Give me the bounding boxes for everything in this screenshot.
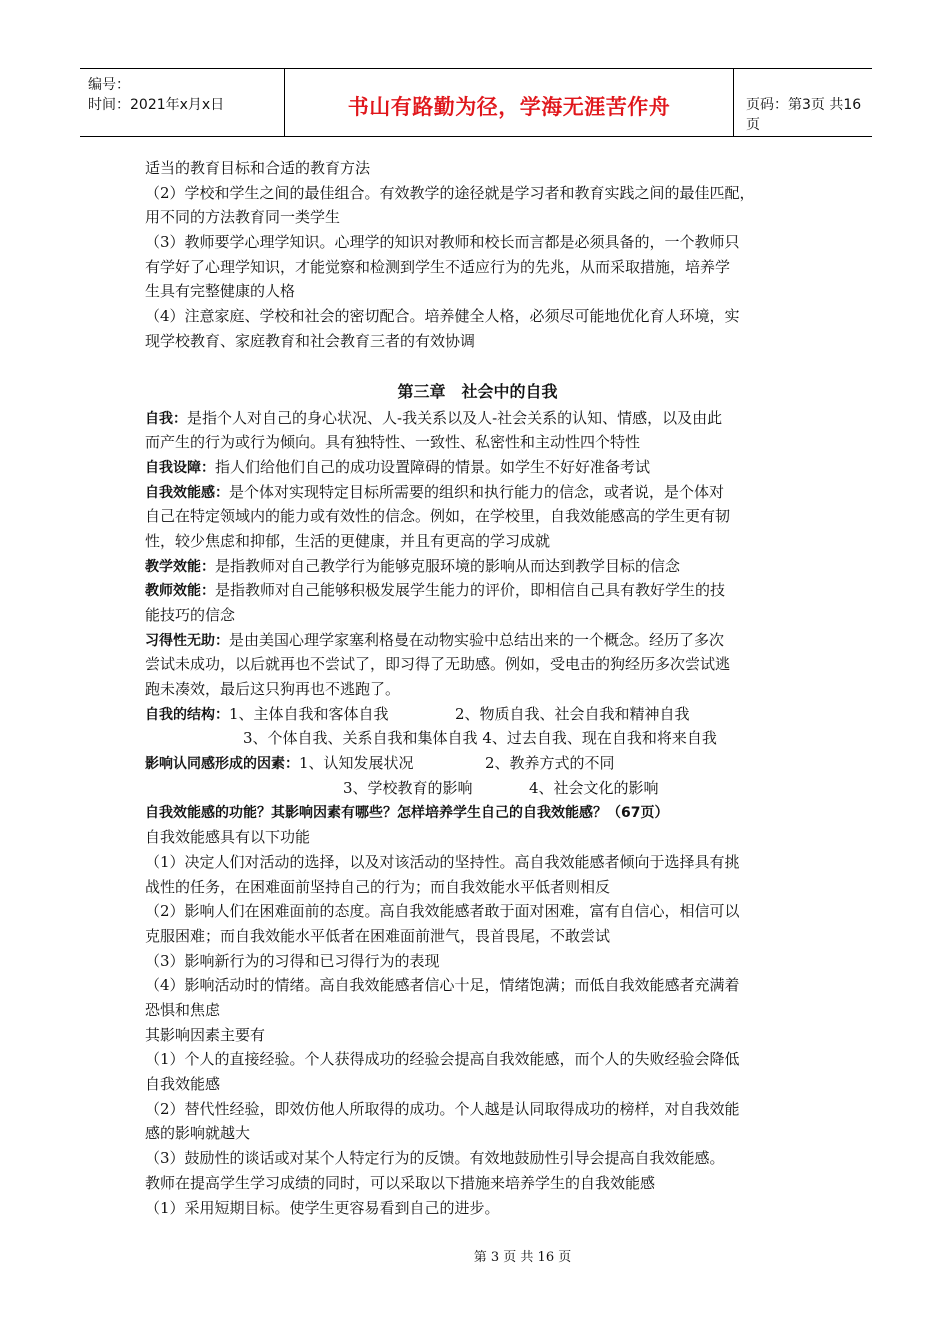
- footer-page-number: 第 3 页 共 16 页: [473, 1250, 572, 1265]
- body-line: 教师在提高学生学习成绩的同时，可以采取以下措施来培养学生的自我效能感: [145, 1173, 656, 1192]
- body-line: 恐惧和焦虑: [145, 1001, 221, 1019]
- term-label: 习得性无助：: [145, 632, 229, 649]
- identity-item: 1、认知发展状况: [299, 754, 414, 773]
- identity-item: 4、社会文化的影响: [529, 778, 659, 797]
- definition-teaching-efficacy: [145, 554, 810, 579]
- definition-text: 是指教师对自己能够积极发展学生能力的评价，即相信自己具有教好学生的技: [215, 581, 726, 600]
- date-label: 时间：2021年x月x日: [88, 97, 225, 113]
- body-line: 跑未凑效，最后这只狗再也不逃跑了。: [145, 680, 401, 699]
- term-label: 自我的结构：: [145, 706, 229, 723]
- definition-text: 指人们给他们自己的成功设置障碍的情景。如学生不好好准备考试: [215, 457, 651, 476]
- structure-item: 2、物质自我、社会自我和精神自我: [455, 704, 690, 723]
- definition-text: 是指个人对自己的身心状况、人-我关系以及人-社会关系的认知、情感，以及由此: [187, 408, 723, 427]
- body-line: 性，较少焦虑和抑郁，生活的更健康，并且有更高的学习成就: [145, 531, 551, 550]
- term-label: 教学效能：: [145, 558, 215, 575]
- definition-learned-helplessness: [145, 628, 810, 653]
- motto-text: 书山有路勤为径，学海无涯苦作舟: [347, 95, 671, 119]
- definition-self-structure: [145, 702, 810, 727]
- body-line: 克服困难；而自我效能水平低者在困难面前泄气，畏首畏尾，不敢尝试: [145, 926, 611, 945]
- body-line: （1）决定人们对活动的选择，以及对该活动的坚持性。高自我效能感者倾向于选择具有挑: [145, 852, 740, 871]
- body-line: 其影响因素主要有: [145, 1025, 266, 1044]
- term-label: 教师效能：: [145, 583, 215, 600]
- definition-identity-factors: [145, 751, 810, 776]
- term-label: 自我设障：: [145, 459, 215, 476]
- answer-section: [145, 825, 810, 1220]
- definition-self: [145, 406, 810, 431]
- definition-self-handicap: [145, 455, 810, 480]
- body-line: （3）鼓励性的谈话或对某个人特定行为的反馈。有效地鼓励性引导会提高自我效能感。: [145, 1149, 725, 1168]
- body-line: 自己在特定领域内的能力或有效性的信念。例如，在学校里，自我效能感高的学生更有韧: [145, 507, 731, 526]
- page-footer: [0, 1246, 950, 1265]
- body-line: 适当的教育目标和合适的教育方法: [145, 159, 371, 177]
- definitions-section: [145, 406, 810, 801]
- identity-item: 3、学校教育的影响: [343, 778, 473, 797]
- chapter-title: 第三章 社会中的自我: [397, 381, 558, 401]
- body-line: 生具有完整健康的人格: [145, 282, 296, 301]
- body-line: 而产生的行为或行为倾向。具有独特性、一致性、私密性和主动性四个特性: [145, 433, 641, 452]
- header-page-label: 页码：第3页 共16页: [746, 97, 862, 133]
- body-line: （2）学校和学生之间的最佳组合。有效教学的途径就是学习者和教育实践之间的最佳匹配，: [145, 183, 755, 202]
- term-label: 自我：: [145, 410, 187, 427]
- body-line: （4）影响活动时的情绪。高自我效能感者信心十足，情绪饱满；而低自我效能感者充满着: [145, 976, 740, 995]
- question-heading: 自我效能感的功能？其影响因素有哪些？怎样培养学生自己的自我效能感？（67页）: [145, 804, 669, 821]
- body-line: 尝试未成功，以后就再也不尝试了，即习得了无助感。例如，受电击的狗经历多次尝试逃: [145, 655, 731, 674]
- definition-text: 是由美国心理学家塞利格曼在动物实验中总结出来的一个概念。经历了多次: [229, 630, 725, 649]
- intro-section: [145, 156, 810, 354]
- document-body: [145, 156, 810, 1220]
- body-line: （2）替代性经验，即效仿他人所取得的成功。个人越是认同取得成功的榜样，对自我效能: [145, 1099, 740, 1118]
- body-line: （3）影响新行为的习得和已习得行为的表现: [145, 951, 440, 970]
- header-left: [80, 69, 284, 136]
- structure-item: 1、主体自我和客体自我: [229, 704, 389, 723]
- definition-self-efficacy: [145, 480, 810, 505]
- term-label: 自我效能感：: [145, 484, 229, 501]
- body-line: （4）注意家庭、学校和社会的密切配合。培养健全人格，必须尽可能地优化育人环境，实: [145, 307, 740, 326]
- body-line: （1）采用短期目标。使学生更容易看到自己的进步。: [145, 1198, 500, 1217]
- definition-text: 是个体对实现特定目标所需要的组织和执行能力的信念，或者说，是个体对: [229, 482, 725, 501]
- body-line: 自我效能感具有以下功能: [145, 828, 311, 847]
- body-line: 用不同的方法教育同一类学生: [145, 208, 341, 227]
- body-line: 战性的任务，在困难面前坚持自己的行为；而自我效能水平低者则相反: [145, 877, 611, 896]
- body-line: 能技巧的信念: [145, 606, 236, 624]
- body-line: 感的影响就越大: [145, 1124, 251, 1143]
- page-header: [80, 68, 872, 137]
- body-line: （2）影响人们在困难面前的态度。高自我效能感者敢于面对困难，富有自信心，相信可以: [145, 902, 740, 921]
- identity-items-row: [145, 776, 810, 801]
- structure-item: 3、个体自我、关系自我和集体自我 4、过去自我、现在自我和将来自我: [243, 729, 717, 748]
- body-line: 自我效能感: [145, 1075, 221, 1094]
- definition-text: 是指教师对自己教学行为能够克服环境的影响从而达到教学目标的信念: [215, 556, 681, 575]
- identity-item: 2、教养方式的不同: [485, 754, 615, 773]
- number-label: 编号：: [88, 77, 130, 93]
- header-motto: [284, 69, 734, 136]
- body-line: 现学校教育、家庭教育和社会教育三者的有效协调: [145, 331, 476, 350]
- definition-teacher-efficacy: [145, 578, 810, 603]
- body-line: 有学好了心理学知识，才能觉察和检测到学生不适应行为的先兆，从而采取措施，培养学: [145, 257, 731, 276]
- body-line: （3）教师要学心理学知识。心理学的知识对教师和校长而言都是必须具备的，一个教师只: [145, 233, 740, 252]
- body-line: （1）个人的直接经验。个人获得成功的经验会提高自我效能感，而个人的失败经验会降低: [145, 1050, 740, 1069]
- term-label: 影响认同感形成的因素：: [145, 756, 299, 773]
